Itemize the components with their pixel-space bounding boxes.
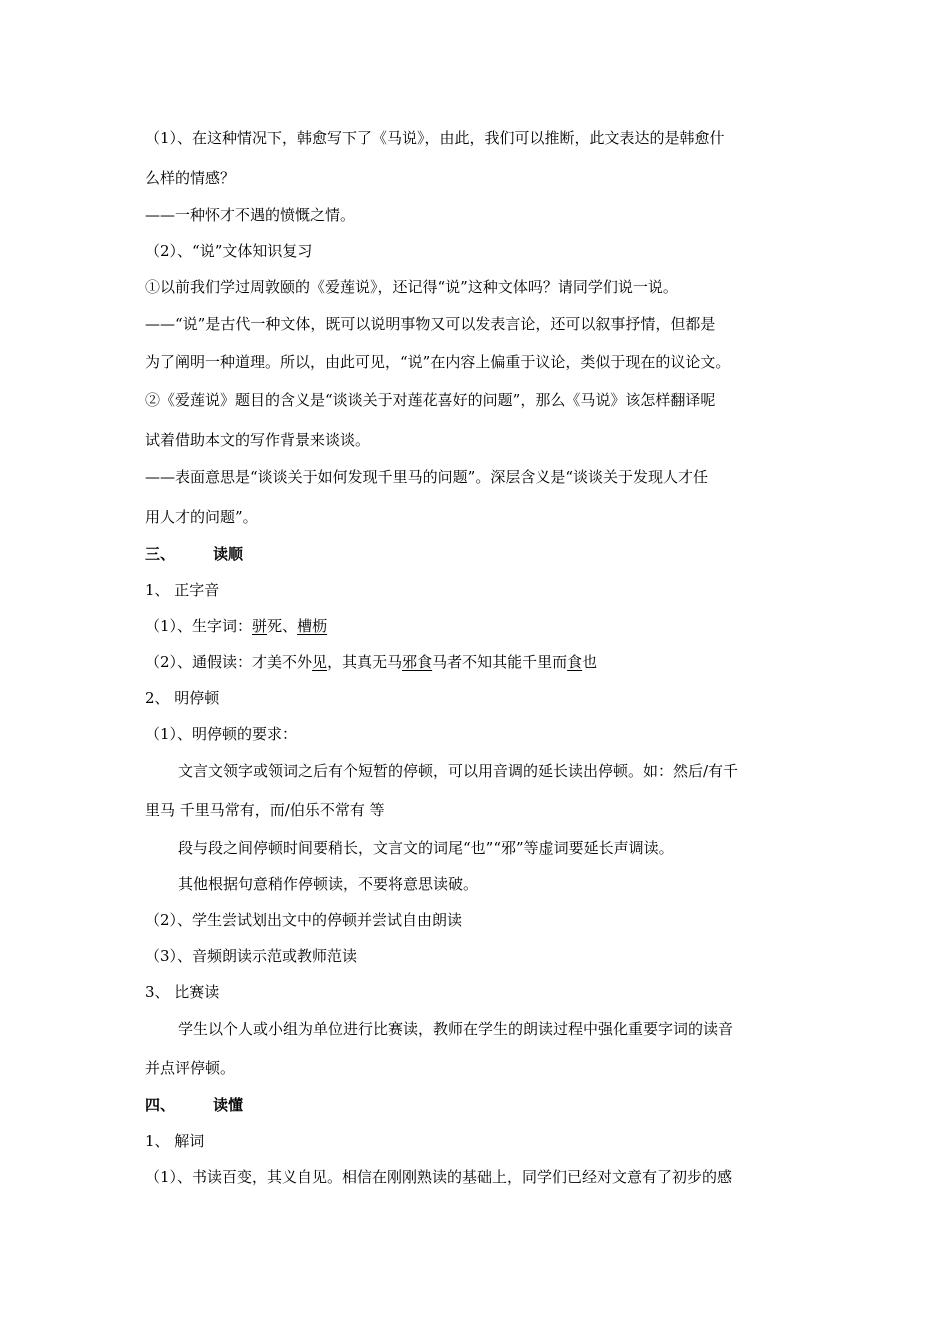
text-line: ——表面意思是“谈谈关于如何发现千里马的问题”。深层含义是“谈谈关于发现人才任 [145, 468, 709, 486]
list-item: 1、 解词 [145, 1132, 205, 1150]
paragraph-line: 里马 千里马常有，而/伯乐不常有 等 [145, 801, 385, 819]
section-number: 三、 [145, 545, 176, 563]
paragraph-line: 文言文领字或领词之后有个短暂的停顿，可以用音调的延长读出停顿。如：然后/有千 [178, 762, 739, 780]
underlined-word: 邪食 [402, 653, 433, 671]
text-line: 为了阐明一种道理。所以，由此可见，“说”在内容上偏重于议论，类似于现在的议论文。 [145, 353, 731, 371]
section-heading [145, 1095, 243, 1115]
section-title: 读懂 [213, 1096, 244, 1114]
list-item: （1）、书读百变，其义自见。相信在刚刚熟读的基础上，同学们已经对文意有了初步的感 [145, 1168, 733, 1186]
underlined-word: 见 [312, 653, 328, 671]
list-item: （2）、通假读：才美不外见，其真无马邪食马者不知其能千里而食也 [145, 653, 598, 671]
text-line: （1）、在这种情况下，韩愈写下了《马说》，由此，我们可以推断，此文表达的是韩愈什 [145, 129, 725, 147]
text-line: 么样的情感？ [145, 169, 236, 187]
list-item: （2）、学生尝试划出文中的停顿并尝试自由朗读 [145, 911, 463, 929]
text-line: ——“说”是古代一种文体，既可以说明事物又可以发表言论，还可以叙事抒情，但都是 [145, 315, 716, 333]
paragraph-line: 学生以个人或小组为单位进行比赛读，教师在学生的朗读过程中强化重要字词的读音 [178, 1020, 734, 1038]
underlined-word: 食 [567, 653, 583, 671]
list-item: 1、 正字音 [145, 581, 220, 599]
paragraph-line: 并点评停顿。 [145, 1059, 236, 1077]
text-line: （2）、“说”文体知识复习 [145, 242, 313, 260]
section-heading [145, 544, 243, 564]
paragraph-line: 其他根据句意稍作停顿读，不要将意思读破。 [178, 875, 479, 893]
text-line: 用人才的问题”。 [145, 508, 258, 526]
list-item: （1）、生字词：骈死、槽枥 [145, 617, 328, 635]
text-line: ——一种怀才不遇的愤慨之情。 [145, 206, 356, 224]
list-item: 2、 明停顿 [145, 689, 220, 707]
text-line: ①以前我们学过周敦颐的《爱莲说》，还记得“说”这种文体吗？请同学们说一说。 [145, 278, 678, 296]
section-title: 读顺 [213, 545, 244, 563]
paragraph-line: 段与段之间停顿时间要稍长，文言文的词尾“也”“邪”等虚词要延长声调读。 [178, 839, 674, 857]
section-number: 四、 [145, 1096, 176, 1114]
list-item: 3、 比赛读 [145, 983, 220, 1001]
underlined-word: 骈 [252, 617, 268, 635]
text-line: 试着借助本文的写作背景来谈谈。 [145, 431, 371, 449]
list-item: （3）、音频朗读示范或教师范读 [145, 947, 358, 965]
underlined-word: 槽枥 [297, 617, 328, 635]
text-line: ②《爱莲说》题目的含义是“谈谈关于对莲花喜好的问题”，那么《马说》该怎样翻译呢 [145, 391, 716, 409]
list-item: （1）、明停顿的要求： [145, 725, 298, 743]
